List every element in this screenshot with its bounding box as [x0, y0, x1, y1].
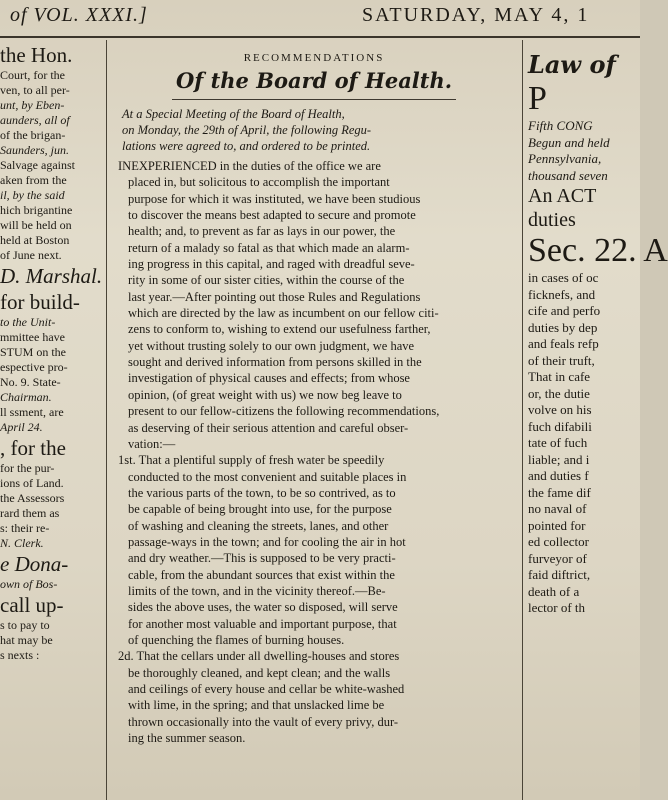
left-column-line: , for the [0, 436, 66, 460]
body-line: zens to conform to, wishing to extend our usefulness farther, [128, 322, 431, 337]
left-column-line: hich brigantine [0, 203, 73, 217]
left-column [0, 42, 103, 663]
right-column-line: no naval of [528, 501, 587, 516]
right-column-line: P [528, 80, 547, 117]
body-line: for another most valuable and important purpose, that [128, 616, 397, 631]
left-column-line: held at Boston [0, 233, 70, 247]
body-line: which are directed by the law as incumbent on our fellow citi- [128, 306, 439, 321]
right-column-line: lector of th [528, 600, 586, 615]
right-column-line: duties [528, 209, 576, 231]
article-column [112, 42, 516, 746]
left-column-line: own of Bos- [0, 577, 58, 591]
intro-line: At a Special Meeting of the Board of Health, [122, 107, 345, 121]
right-column-line: Fifth CONG [528, 118, 593, 133]
right-column-line: ficknefs, and [528, 286, 596, 302]
intro-line: on Monday, the 29th of April, the following Regu- [122, 123, 372, 137]
body-line: opinion, (of great weight with us) we now beg leave to [128, 387, 402, 402]
issue-date: SATURDAY, MAY 4, 1 [362, 4, 590, 26]
body-line: purpose for which it was instituted, we have been studious [128, 191, 421, 206]
volume-label: of VOL. XXXI.] [10, 4, 148, 26]
left-column-line: Salvage against [0, 158, 75, 172]
left-column-line: STUM on the [0, 345, 66, 359]
right-column-line: Pennsylvania, [528, 151, 602, 166]
body-line: 2d. That the cellars under all dwelling-houses and stores [118, 649, 400, 664]
body-line: ing progress in this capital, and raged with dreadful seve- [128, 257, 415, 272]
left-column-line: ll ssment, are [0, 405, 64, 419]
right-column-line: or, the dutie [528, 385, 590, 401]
body-line: and ceilings of every house and cellar be white-washed [128, 682, 405, 696]
left-column-line: call up- [0, 593, 64, 617]
body-line: of quenching the flames of burning houses. [128, 632, 345, 647]
left-column-line: of the brigan- [0, 128, 66, 142]
left-column-line: Chairman. [0, 390, 52, 404]
body-line: rity in some of our sister cities, within the course of the [128, 273, 405, 288]
body-line: placed in, but solicitous to accomplish the important [128, 175, 390, 190]
right-column-line: An ACT [528, 185, 597, 207]
body-line: return of a malady so fatal as that which made an alarm- [128, 240, 410, 255]
left-column-line: unt, by Eben- [0, 98, 65, 112]
right-column-line: death of a [528, 583, 580, 599]
body-line: vation:— [128, 436, 176, 451]
left-column-line: s nexts : [0, 648, 40, 662]
right-column-line: thousand seven [528, 167, 608, 183]
right-column-line: pointed for [528, 517, 586, 533]
left-column-line: to the Unit- [0, 315, 56, 329]
left-column-line: Saunders, jun. [0, 143, 69, 157]
left-column-line: mmittee have [0, 330, 65, 344]
body-line: investigation of physical causes and effects; from whose [128, 371, 410, 386]
body-line: 1st. That a plentiful supply of fresh water be speedily [118, 453, 385, 468]
article-headline: Of the Board of Health. [175, 68, 453, 93]
left-column-line: il, by the said [0, 188, 65, 202]
right-column-line: tate of fuch [528, 435, 588, 450]
left-column-line: ven, to all per- [0, 83, 70, 97]
right-column [528, 42, 668, 617]
right-column-line: and duties f [528, 468, 589, 483]
left-column-line: e Dona- [0, 552, 69, 576]
right-column-line: duties by dep [528, 319, 598, 335]
body-line: health; and, to prevent as far as lays in our power, the [128, 224, 396, 239]
body-line: to discover the means best adapted to secure and promote [128, 208, 416, 223]
body-line: sides the above uses, the water so disposed, will serve [128, 600, 398, 615]
right-column-line: the fame dif [528, 484, 591, 500]
right-column-line: cife and perfo [528, 303, 601, 318]
left-column-line: espective pro- [0, 360, 68, 374]
right-column-line: faid diftrict, [528, 567, 591, 582]
left-column-line: for the pur- [0, 461, 55, 475]
right-column-line: in cases of oc [528, 270, 599, 285]
right-column-line: Law of [528, 50, 616, 79]
left-column-line: D. Marshal. [0, 264, 103, 288]
body-line: and dry weather.—This is supposed to be very practi- [128, 551, 396, 566]
right-column-line: That in cafe [528, 369, 591, 384]
body-line: be capable of being brought into use, for the purpose [128, 502, 392, 517]
body-line: last year.—After pointing out those Rules and Regulations [128, 289, 421, 304]
body-line: ing the summer season. [128, 731, 246, 746]
left-column-line: rard them as [0, 506, 60, 520]
right-column-line: Sec. 22. A [528, 232, 668, 269]
left-column-line: of June next. [0, 248, 62, 262]
left-column-line: for build- [0, 290, 80, 314]
right-column-line: of their truft, [528, 352, 595, 368]
left-column-line: April 24. [0, 420, 43, 434]
body-line: as deserving of their serious attention and careful obser- [128, 420, 409, 435]
body-line: present to our fellow-citizens the following recommendations, [128, 404, 440, 419]
right-column-line: fuch difabili [528, 418, 592, 434]
left-column-line: the Assessors [0, 491, 65, 505]
body-line: with lime, in the spring; and that unslacked lime be [128, 698, 385, 713]
column-rule [106, 40, 107, 800]
left-column-line: aken from the [0, 173, 67, 187]
body-line: be thoroughly cleaned, and kept clean; and the walls [128, 665, 391, 680]
right-column-line: and feals refp [528, 336, 599, 351]
left-column-line: will be held on [0, 218, 72, 232]
left-column-line: No. 9. State- [0, 375, 61, 389]
body-line: INEXPERIENCED in the duties of the office we are [118, 159, 381, 173]
masthead [0, 0, 640, 38]
left-column-line: hat may be [0, 633, 53, 647]
body-line: sought and derived information from persons skilled in the [128, 355, 422, 370]
body-line: conducted to the most convenient and suitable places in [128, 469, 407, 484]
right-column-line: ed collector [528, 534, 589, 549]
article-intro [112, 106, 516, 158]
right-column-line: Begun and held [528, 134, 610, 150]
right-column-line: volve on his [528, 402, 592, 417]
headline-rule [172, 99, 456, 100]
left-column-line: s to pay to [0, 618, 50, 632]
left-column-line: Court, for the [0, 68, 65, 82]
body-line: passage-ways in the town; and for cooling the air in hot [128, 534, 406, 549]
body-line: the various parts of the town, to be so contrived, as to [128, 485, 396, 500]
body-line: thrown occasionally into the vault of every privy, dur- [128, 714, 399, 729]
right-column-line: liable; and i [528, 451, 590, 467]
intro-line: lations were agreed to, and ordered to be printed. [122, 139, 371, 153]
right-column-line: furveyor of [528, 550, 587, 566]
body-line: cable, from the abundant sources that exist within the [128, 567, 395, 582]
article-kicker: RECOMMENDATIONS [243, 52, 385, 64]
column-rule [522, 40, 523, 800]
body-line: limits of the town, and in the vicinity thereof.—Be- [128, 583, 386, 598]
left-column-line: s: their re- [0, 521, 50, 535]
left-column-line: the Hon. [0, 43, 73, 67]
left-column-line: ions of Land. [0, 476, 64, 490]
article-body [112, 158, 516, 746]
left-column-line: N. Clerk. [0, 536, 44, 550]
left-column-line: aunders, all of [0, 113, 70, 127]
body-line: of washing and cleaning the streets, lanes, and other [128, 518, 389, 533]
body-line: yet without trusting solely to our own judgment, we have [128, 338, 415, 353]
